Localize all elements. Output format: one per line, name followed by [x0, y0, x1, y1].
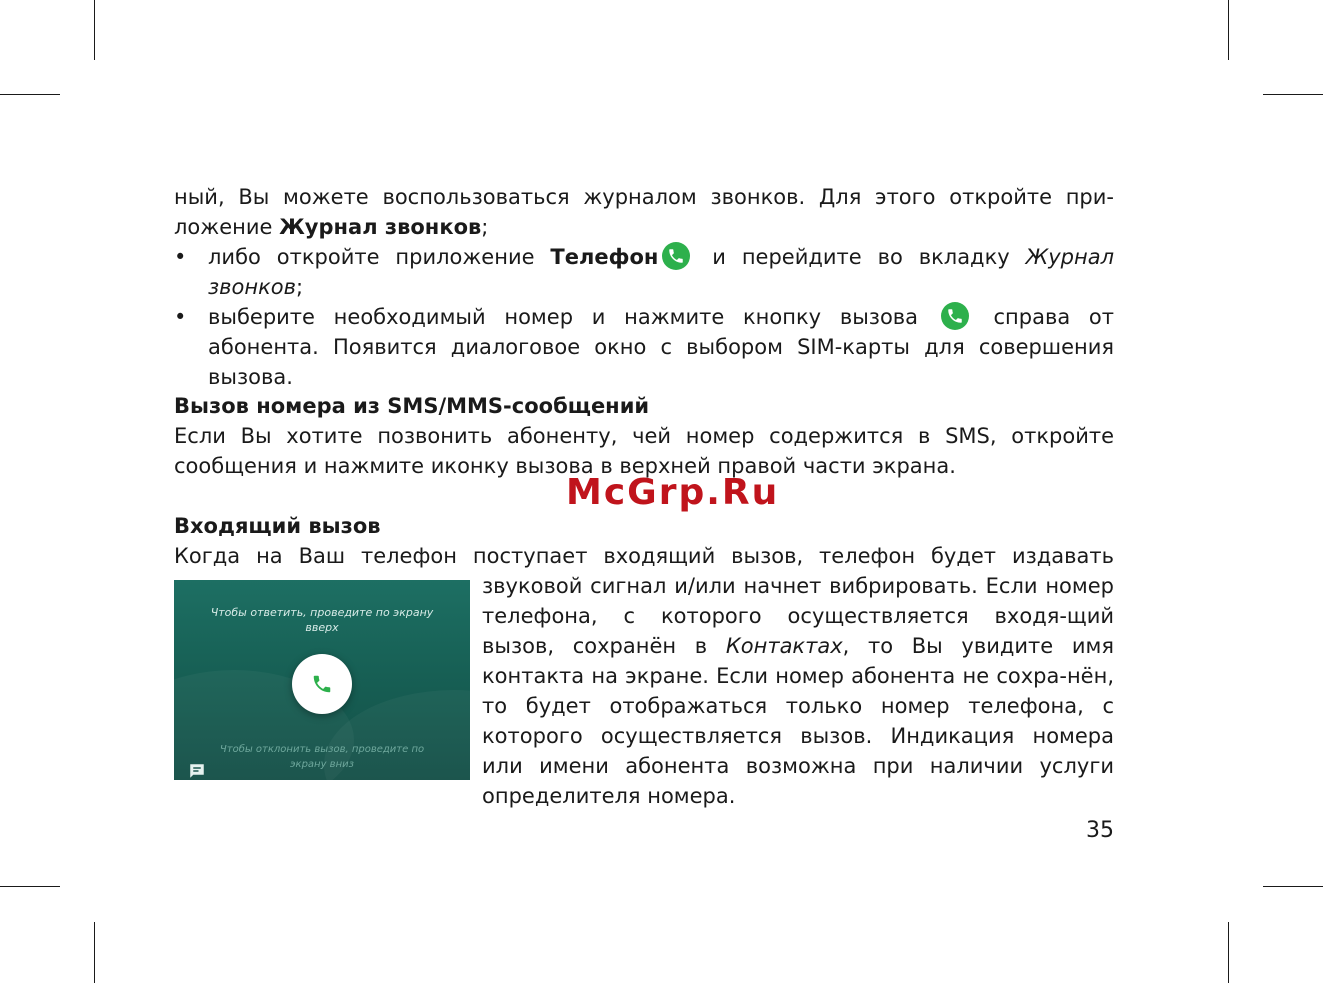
bullet-symbol: • [174, 305, 187, 329]
incoming-text-part: , то Вы увидите имя контакта на экране. Если номер абонента не сохра-нён, то будет отображаться только номер телефона, с которого осуществляется вызов. Индикация номера или имени абонента возможна при наличии услуги определителя номера. [482, 634, 1115, 808]
incoming-line-1: Когда на Ваш телефон поступает входящий вызов, телефон будет издавать [174, 544, 1114, 568]
section-heading-sms: Вызов номера из SMS/MMS-сообщений [174, 394, 650, 418]
app-name-call-log: Журнал звонков [279, 215, 482, 239]
bullet-item-phone-app [174, 242, 1114, 302]
bullet-item-call-button [174, 302, 1114, 392]
tab-name-call-log: Журнал звонков [208, 245, 1114, 299]
crop-mark [0, 886, 60, 887]
crop-mark [1228, 0, 1229, 60]
crop-mark [94, 0, 95, 60]
app-name-phone: Телефон [550, 245, 659, 269]
bullet-text: и перейдите во вкладку [696, 245, 1026, 269]
answer-call-button[interactable] [292, 654, 352, 714]
crop-mark [94, 922, 95, 983]
page-number: 35 [1086, 818, 1114, 843]
crop-mark [1263, 94, 1323, 95]
watermark: McGrp.Ru [566, 472, 780, 513]
message-icon[interactable] [188, 762, 206, 780]
intro-text: ложение [174, 215, 280, 239]
phone-icon [941, 302, 969, 330]
crop-mark [1228, 922, 1229, 983]
intro-block [174, 182, 1114, 392]
intro-line-1: ный, Вы можете воспользоваться журналом звонков. Для этого откройте при- [174, 185, 1114, 209]
incoming-first-line [174, 541, 1114, 571]
crop-mark [0, 94, 60, 95]
swipe-down-hint: Чтобы отклонить вызов, проведите по экрану вниз [219, 744, 425, 770]
bullet-symbol: • [174, 245, 187, 269]
bullet-text: выберите необходимый номер и нажмите кнопку вызова [208, 305, 937, 329]
incoming-text [482, 571, 1114, 811]
intro-text-end: ; [481, 215, 489, 239]
sms-paragraph: Если Вы хотите позвонить абоненту, чей номер содержится в SMS, откройте сообщения и нажмите иконку вызова в верхней правой части экрана. [174, 424, 1114, 478]
phone-icon [662, 242, 690, 270]
phone-icon [311, 673, 333, 695]
incoming-text-part: звуковой сигнал и/или начнет вибрировать. Если номер телефона, с которого осуществляется входя-щий вызов, сохранён в [482, 574, 1114, 658]
incoming-paragraph [482, 571, 1114, 811]
swipe-up-hint: Чтобы ответить, проведите по экрану вверх [210, 606, 434, 634]
intro-line-2 [174, 212, 1114, 242]
section-heading-incoming: Входящий вызов [174, 514, 381, 538]
incoming-call-screenshot [174, 580, 470, 780]
bullet-text: справа от абонента. Появится диалоговое окно с выбором SIM-карты для совершения вызова. [208, 305, 1115, 389]
crop-mark [1263, 886, 1323, 887]
bullet-text: либо откройте приложение [208, 245, 551, 269]
bullet-text-end: ; [296, 275, 304, 299]
contacts-app-name: Контактах [725, 634, 843, 658]
bullet-list [174, 242, 1114, 392]
